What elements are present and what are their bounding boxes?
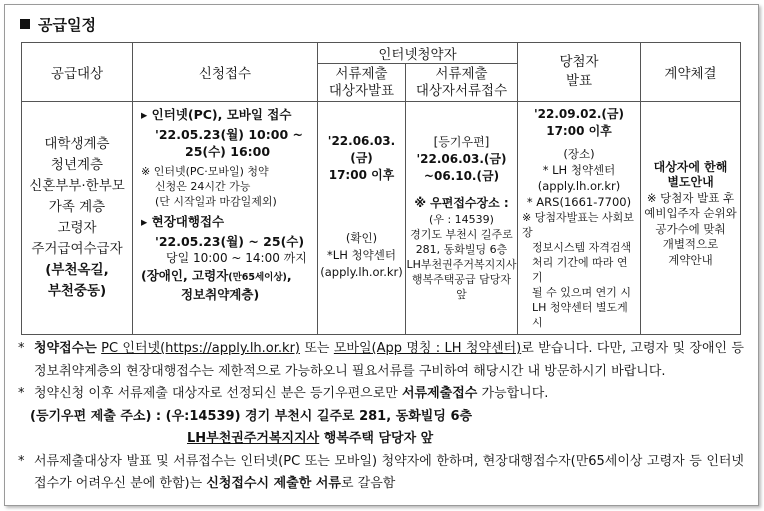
target-item: 고령자: [57, 220, 97, 236]
online-note: ※ 인터넷(PC·모바일) 청약: [141, 165, 269, 178]
submit-zip: (우 : 14539): [429, 213, 494, 226]
mobile-app-link[interactable]: 모바일(App 명칭 : LH 청약센터): [333, 341, 522, 356]
target-item: 신혼부부·한부모: [29, 178, 125, 194]
target-item: 대학생계층: [44, 136, 110, 152]
submit-address: 경기도 부천시 길주로: [410, 228, 513, 241]
announce-url: (apply.lh.or.kr): [320, 265, 403, 279]
onsite-who: 정보취약계층): [181, 287, 260, 302]
header-doc-announce: 서류제출 대상자발표: [318, 64, 406, 102]
triangle-bullet-icon: ▸: [141, 214, 152, 229]
online-note: 신청은 24시간 가능: [155, 180, 251, 193]
announce-check: (확인): [345, 231, 378, 245]
target-item: 청년계층: [50, 157, 104, 173]
winner-place-label: (장소): [563, 147, 595, 161]
winner-note: LH 청약센터 별도게시: [532, 301, 628, 329]
winner-where: * LH 청약센터: [542, 163, 616, 177]
header-doc-submit: 서류제출 대상자서류접수: [406, 64, 518, 102]
square-bullet-icon: [20, 19, 30, 29]
note-2: * 청약신청 이후 서류제출 대상자로 선정되신 분은 등기우편으로만 서류제출접수 가능합니다.: [18, 383, 744, 406]
note-3: * 서류제출대상자 발표 및 서류접수는 인터넷(PC 또는 모바일) 청약자에 한하며, 현장대행접수자(만65세이상 고령자 등 인터넷 접수가 어려우신 분에 한함)는 신청접수시 제출한 서류로 갈음함: [18, 451, 744, 496]
apply-url-link[interactable]: PC 인터넷(https://apply.lh.or.kr): [101, 341, 300, 356]
target-location: 부천중동): [47, 283, 107, 299]
submit-date-end: ~06.10.(금): [423, 169, 500, 183]
onsite-title: 현장대행접수: [151, 214, 225, 229]
target-item: 가족 계층: [48, 199, 106, 215]
header-winner: 당첨자 발표: [518, 43, 641, 102]
triangle-bullet-icon: ▸: [141, 107, 152, 122]
note-1: * 청약접수는 PC 인터넷(https://apply.lh.or.kr) 또는 모바일(App 명칭 : LH 청약센터)로 받습니다. 다만, 고령자 및 장애인 등 정보취약계층의 현장대행접수는 제한적으로 가능하오니 필요서류를 구비하여 해당시간 내 방문하시기 바랍니다.: [18, 338, 744, 383]
winner-note: 정보시스템 자격검색: [532, 241, 632, 254]
contract-note: 예비입주자 순위와: [644, 206, 737, 221]
winner-url: (apply.lh.or.kr): [537, 179, 621, 193]
onsite-date: '22.05.23(월) ~ 25(수): [155, 234, 305, 249]
contract-note: ※ 당첨자 발표 후: [646, 190, 735, 205]
submit-method: [등기우편]: [433, 135, 490, 149]
header-contract: 계약체결: [641, 43, 741, 102]
submit-date: '22.06.03.(금): [416, 152, 507, 166]
online-title: 인터넷(PC), 모바일 접수: [151, 107, 292, 122]
winner-note: 처리 기간에 따라 연기: [532, 256, 628, 284]
section-heading: [20, 14, 96, 35]
header-application: 신청접수: [133, 43, 318, 102]
submit-address: 행복주택공급 담당자 앞: [411, 273, 512, 301]
asterisk-icon: *: [18, 453, 25, 469]
submit-address: LH부천권주거복지지사: [406, 258, 517, 271]
winner-note: ※ 당첨자발표는 사회보장: [522, 211, 634, 239]
online-date: '22.05.23(월) 10:00 ~: [155, 127, 303, 142]
asterisk-icon: *: [18, 386, 25, 401]
doc-submit-cell: [406, 102, 518, 335]
supply-target-cell: [22, 102, 133, 335]
contract-line: 대상자에 한해: [653, 159, 728, 174]
announce-date: '22.06.03.(금): [327, 134, 396, 165]
onsite-who: (장애인, 고령자: [141, 268, 229, 283]
contract-note: 개별적으로: [662, 237, 719, 252]
contract-note: 계약안내: [668, 252, 713, 267]
doc-announce-cell: [318, 102, 406, 335]
asterisk-icon: *: [18, 341, 25, 356]
header-internet-group: 인터넷청약자: [318, 43, 518, 64]
announce-where: *LH 청약센터: [327, 248, 396, 262]
mail-address: (등기우편 제출 주소) : (우:14539) 경기 부천시 길주로 281, 동화빌딩 6층: [30, 408, 473, 424]
header-supply-target: 공급대상: [22, 43, 133, 102]
online-date-end: 25(수) 16:00: [185, 144, 271, 159]
contract-note: 공가수에 맞춰: [655, 221, 726, 236]
submit-address: 281, 동화빌딩 6층: [415, 243, 508, 256]
contract-cell: [641, 102, 741, 335]
schedule-table: [21, 42, 741, 335]
mail-recipient: LH부천권주거복지지사 행복주택 담당자 앞: [187, 431, 434, 446]
application-cell: ▸ 인터넷(PC), 모바일 접수 '22.05.23(월) 10:00 ~ 25(수) 16:00 ※ 인터넷(PC·모바일) 청약 신청은 24시간 가능 (단 시작일과 마감일제외) ▸ 현장대행접수 '22.05.23(월) ~ 25(수) 당일 10:00 ~ 14:00 까지 (장애인, 고령자(만65세이상), 정보취약계층): [133, 102, 318, 335]
winner-time: 17:00 이후: [546, 124, 612, 138]
onsite-time: 당일 10:00 ~ 14:00 까지: [166, 251, 307, 265]
section-title: 공급일정: [38, 16, 96, 34]
winner-cell: [518, 102, 641, 335]
submit-address-title: ※ 우편접수장소 :: [414, 196, 509, 210]
notes-section: [18, 338, 744, 496]
online-note: (단 시작일과 마감일제외): [155, 195, 277, 208]
announce-time: 17:00 이후: [328, 168, 395, 182]
winner-ars: * ARS(1661-7700): [526, 195, 632, 209]
target-item: 주거급여수급자: [31, 241, 123, 257]
winner-date: '22.09.02.(금): [533, 107, 624, 121]
onsite-who-age: (만65세이상): [228, 272, 287, 283]
target-location: (부천옥길,: [45, 262, 109, 278]
contract-line: 별도안내: [667, 175, 714, 190]
winner-note: 될 수 있으며 연기 시: [532, 286, 631, 299]
